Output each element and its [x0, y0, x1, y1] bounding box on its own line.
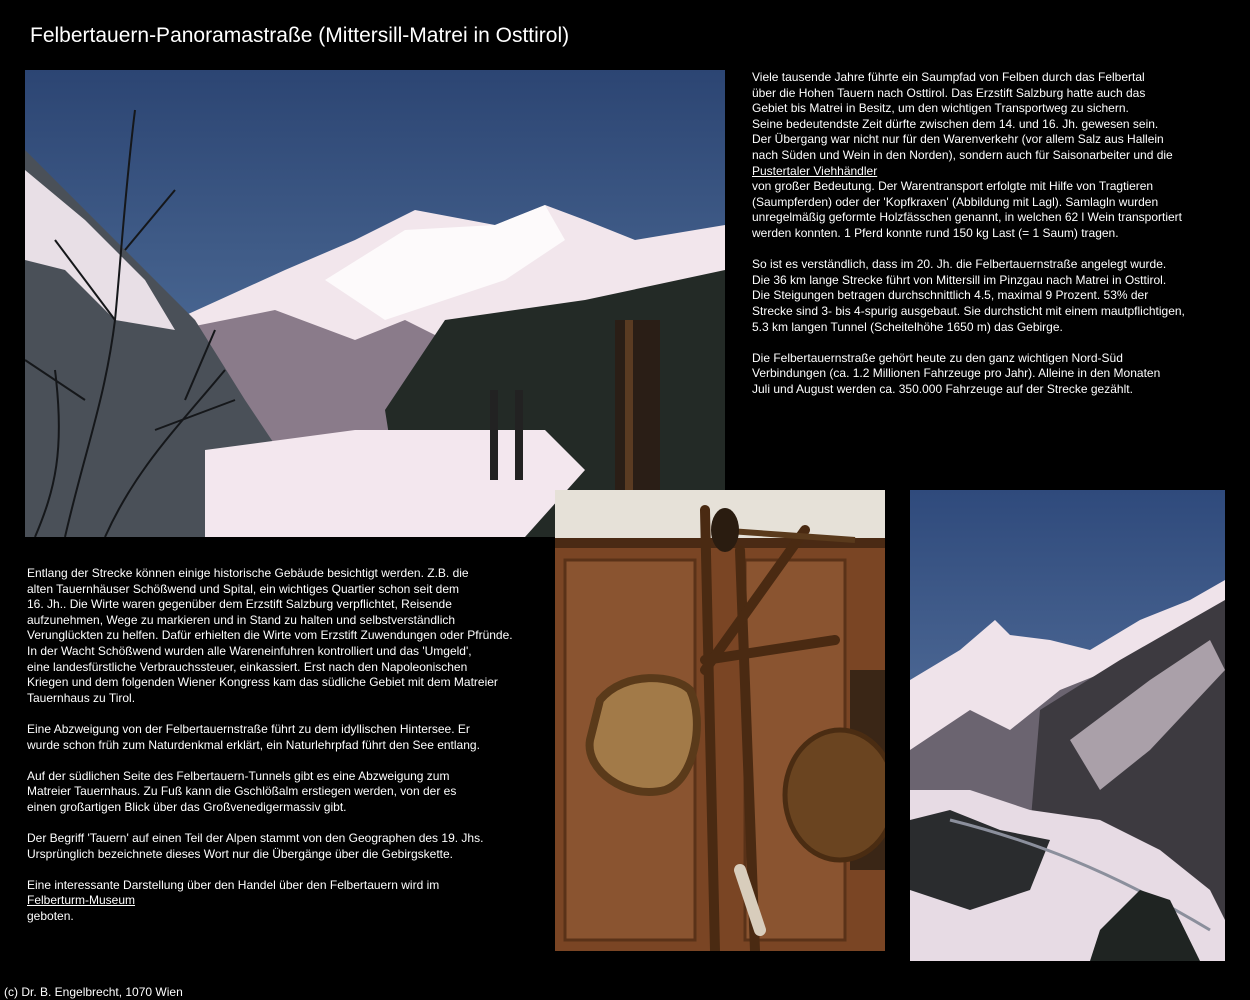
- page-title: Felbertauern-Panoramastraße (Mittersill-Matrei in Osttirol): [30, 24, 570, 47]
- tauern-term-paragraph: Der Begriff 'Tauern' auf einen Teil der Alpen stammt von den Geographen des 19. Jhs. Ursprünglich bezeichnete dieses Wort nur die Übergänge über die Gebirgskette.: [27, 831, 484, 861]
- valley-photo: [910, 490, 1225, 961]
- tauernhaus-paragraph: Auf der südlichen Seite des Felbertauern-Tunnels gibt es eine Abzweigung zum Matreier Tauernhaus. Zu Fuß kann die Gschlößalm erstiegen werden, von der es einen großartigen Blick über das Großvenedigermassiv gibt.: [27, 768, 457, 814]
- felbertauernstrasse-paragraph: So ist es verständlich, dass im 20. Jh. die Felbertauernstraße angelegt wurde. Die 36 km lange Strecke führt von Mittersill im Pinzgau nach Matrei in Osttirol. Die Steigungen betragen durchschnittlich 4.5, maximal 9 Prozent. 53% der Strecke sind 3- bis 4-spurig ausgebaut. Sie durchsticht mit einem mautpflichtigen, 5.3 km langen Tunnel (Scheitelhöhe 1650 m) das Gebirge.: [752, 257, 1185, 334]
- museum-paragraph: Eine interessante Darstellung über den Handel über den Felbertauern wird im Felberturm-Museum geboten.: [27, 877, 440, 924]
- traffic-paragraph: Die Felbertauernstraße gehört heute zu den ganz wichtigen Nord-Süd Verbindungen (ca. 1.2 Millionen Fahrzeuge pro Jahr). Alleine in den Monaten Juli und August werden ca. 350.000 Fahrzeuge auf der Strecke gezählt.: [752, 350, 1161, 396]
- pustertaler-viehhaendler-link[interactable]: Pustertaler Viehhändler: [752, 163, 878, 178]
- history-text-left: [27, 566, 537, 940]
- copyright-footer: (c) Dr. B. Engelbrecht, 1070 Wien: [4, 985, 183, 999]
- saumpfad-paragraph: Viele tausende Jahre führte ein Saumpfad von Felben durch das Felbertal über die Hohen Tauern nach Osttirol. Das Erzstift Salzburg hatte auch das Gebiet bis Matrei in Besitz, um den wichtigen Transportweg zu sichern. Seine bedeutendste Zeit dürfte zwischen dem 14. und 16. Jh. gewesen sein. Der Übergang war nicht nur für den Warenverkehr (vor allem Salz aus Hallein nach Süden und Wein in den Norden), sondern auch für Saisonarbeiter und die Pustertaler Viehhändler von großer Bedeutung. Der Warentransport erfolgte mit Hilfe von Tragtieren (Saumpferden) oder der 'Kopfkraxen' (Abbildung mit Lagl). Samlagln wurden unregelmäßig geformte Holzfässchen genannt, in welchen 62 l Wein transportiert werden konnten. 1 Pferd konnte rund 150 kg Last (= 1 Saum) tragen.: [752, 70, 1183, 240]
- history-text-right: [752, 70, 1222, 413]
- felberturm-museum-link[interactable]: Felberturm-Museum: [27, 893, 136, 908]
- kopfkraxe-photo: [555, 490, 885, 951]
- hintersee-paragraph: Eine Abzweigung von der Felbertauernstraße führt zu dem idyllischen Hintersee. Er wurde schon früh zum Naturdenkmal erklärt, ein Naturlehrpfad führt den See entlang.: [27, 721, 480, 752]
- mountain-panorama-photo: [25, 70, 725, 537]
- tauernhaeuser-paragraph: Entlang der Strecke können einige historische Gebäude besichtigt werden. Z.B. die alten Tauernhäuser Schößwend und Spital, ein wichtiges Quartier schon seit dem 16. Jh.. Die Wirte waren gegenüber dem Erzstift Salzburg verpflichtet, Reisende aufzunehmen, Wege zu markieren und in Stand zu halten und selbstverständlich Verunglückten zu helfen. Dafür erhielten die Wirte vom Erzstift Zuwendungen oder Pfründe. In der Wacht Schößwend wurden alle Wareneinfuhren kontrolliert und das 'Umgeld', eine landesfürstliche Verbrauchssteuer, einkassiert. Erst nach den Napoleonischen Kriegen und dem folgenden Wiener Kongress kam das südliche Gebiet mit dem Matreier Tauernhaus zu Tirol.: [27, 566, 513, 705]
